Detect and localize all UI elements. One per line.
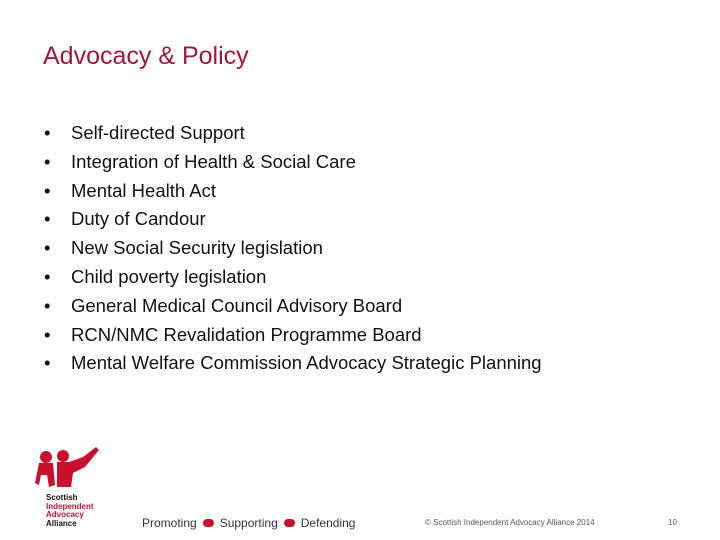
list-item: • RCN/NMC Revalidation Programme Board (44, 323, 422, 345)
copyright: © Scottish Independent Advocacy Alliance 2014 (425, 518, 595, 527)
speech-bubble-icon (284, 519, 295, 527)
logo-text: Scottish Independent Advocacy Alliance (46, 493, 94, 528)
tagline: Promoting Supporting Defending (142, 516, 356, 530)
list-item: • New Social Security legislation (44, 237, 323, 259)
list-item: • General Medical Council Advisory Board (44, 294, 403, 316)
list-item: • Duty of Candour (44, 208, 206, 230)
list-item: • Mental Health Act (44, 179, 216, 201)
list-item: • Integration of Health & Social Care (44, 150, 356, 172)
list-item: • Self-directed Support (44, 122, 245, 143)
bullet-list (44, 119, 542, 378)
list-item: • Mental Welfare Commission Advocacy Strategic Planning (44, 352, 542, 374)
slide-title: Advocacy & Policy (43, 42, 249, 70)
speech-bubble-icon (203, 519, 214, 527)
page-number: 10 (668, 518, 677, 527)
list-item: • Child poverty legislation (44, 265, 267, 287)
